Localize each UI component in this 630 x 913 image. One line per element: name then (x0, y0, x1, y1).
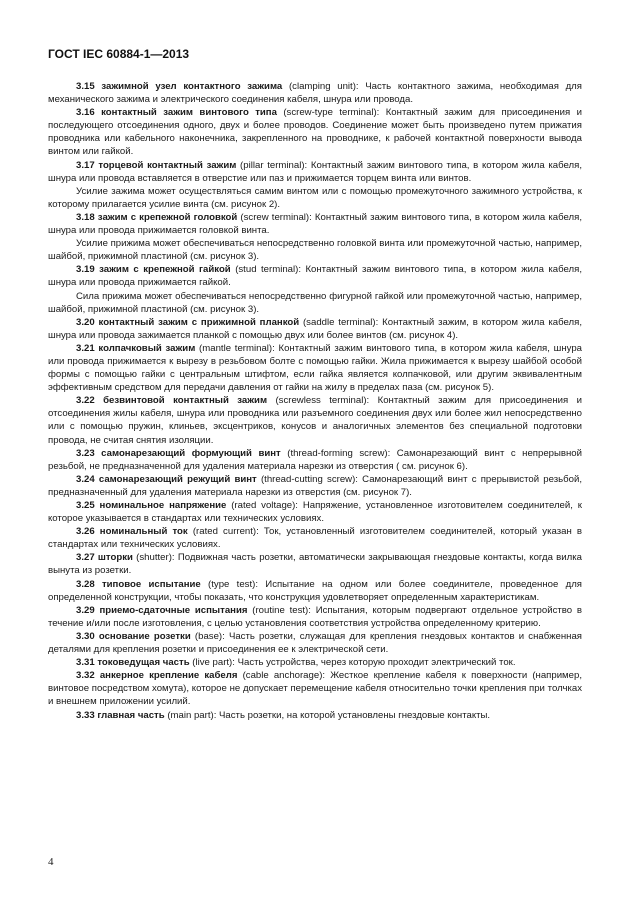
note-paragraph (48, 290, 582, 316)
term-label: 3.31 токоведущая часть (76, 657, 190, 669)
definition-text: (pillar terminal): Контактный зажим винтового типа, в котором жила кабеля, шнура или провода вставляется в отверстие или паз и прижимается торцем винта или винтов. (48, 159, 582, 184)
definition-paragraph (48, 263, 582, 289)
definition-text: (shutter): Подвижная часть розетки, автоматически закрывающая гнездовые контакты, когда вилка вынута из розетки. (48, 552, 582, 577)
term-label: 3.29 приемо-сдаточные испытания (76, 604, 248, 616)
definition-paragraph (48, 604, 582, 630)
definition-paragraph (48, 551, 582, 577)
definition-paragraph (48, 630, 582, 656)
definition-paragraph (48, 159, 582, 185)
definition-paragraph (48, 447, 582, 473)
definition-paragraph (48, 578, 582, 604)
definition-text: (live part): Часть устройства, через которую проходит электрический ток. (189, 657, 516, 669)
definition-text: (stud terminal): Контактный зажим винтового типа, в котором жила кабеля, шнура или провода прижимается гайкой. (48, 264, 583, 289)
term-label: 3.20 контактный зажим с прижимной планкой (76, 316, 300, 328)
definition-paragraph (48, 316, 582, 342)
term-label: 3.21 колпачковый зажим (76, 342, 196, 354)
term-label: 3.15 зажимной узел контактного зажима (76, 81, 283, 92)
definition-paragraph (48, 394, 582, 446)
page-number: 4 (48, 856, 54, 868)
definition-paragraph (48, 211, 582, 237)
definition-paragraph (48, 106, 582, 158)
standard-header: ГОСТ IEC 60884-1—2013 (48, 47, 190, 61)
term-label: 3.26 номинальный ток (76, 526, 188, 538)
definition-text: Усилие зажима может осуществляться самим винтом или с помощью промежуточного зажимного устройства, к которому прилагается усилие винта (см. рисунок 2). (48, 185, 582, 210)
term-label: 3.18 зажим с крепежной головкой (76, 211, 238, 223)
definition-text: Сила прижима может обеспечиваться непосредственно фигурной гайкой или промежуточной частью, например, шайбой, прижимной пластиной (см. рисунок 3). (48, 290, 582, 315)
definition-text: (saddle terminal): Контактный зажим, в котором жила кабеля, шнура или провода зажимается планкой с помощью двух или более винтов (см. рисунок 4). (48, 316, 582, 341)
term-label: 3.30 основание розетки (76, 630, 191, 642)
definition-paragraph (48, 669, 582, 708)
definition-text: (thread-cutting screw): Самонарезающий винт с прерывистой резьбой, предназначенный для удаления материала нарезки из отверстия (см. рисунок 7). (48, 473, 582, 498)
note-paragraph (48, 237, 582, 263)
term-label: 3.24 самонарезающий режущий винт (76, 473, 257, 485)
definition-text: (cable anchorage): Жесткое крепление кабеля к поверхности (например, винтовое посредством хомута), которое не допускает перемещение кабеля относительно точки крепления при толчках и внешнем приложении усилий. (48, 670, 582, 708)
definition-paragraph (48, 342, 582, 394)
definition-paragraph (48, 709, 582, 722)
definition-paragraph (48, 473, 582, 499)
definition-text: (type test): Испытание на одном или более соединителе, проведенное для определенной конструкции, чтобы показать, что конструкция удовлетворяет определенным характеристикам. (48, 578, 582, 603)
term-label: 3.22 безвинтовой контактный зажим (76, 395, 268, 407)
definition-text: (screw-type terminal): Контактный зажим для присоединения и последующего отсоединения одного, двух и более проводов. Соединение может быть произведено путем прижатия проводника или кабельного наконечника, закрепленного на проводнике, к рабочей контактной поверхности вывода винтом или гайкой. (48, 107, 582, 158)
term-label: 3.32 анкерное крепление кабеля (76, 670, 238, 682)
definition-text: (thread-forming screw): Самонарезающий винт с непрерывной резьбой, не предназначенной для удаления материала нарезки из отверстия ( см. рисунок 6). (48, 447, 582, 472)
definition-paragraph (48, 525, 582, 551)
definition-text: (screwless terminal): Контактный зажим для присоединения и отсоединения жилы кабеля, шнура или проводника или разъемного соединения двух или более жил непосредственно или с помощью пружин, клиньев, эксцентриков, конусов и аналогичных элементов без специальной подготовки провода, не считая снятия изоляции. (48, 395, 582, 446)
definition-paragraph (48, 656, 582, 669)
term-label: 3.16 контактный зажим винтового типа (76, 107, 277, 119)
definition-text: (rated voltage): Напряжение, установленное изготовителем соединителей, к которое указывается в стандартах или технических условиях. (48, 500, 582, 525)
document-body (48, 80, 582, 722)
definition-paragraph (48, 499, 582, 525)
definition-paragraph (48, 80, 582, 106)
definition-text: (screw terminal): Контактный зажим винтового типа, в котором жила кабеля, шнура или провода прижимается головкой винта. (48, 211, 582, 237)
definition-text: (rated current): Ток, установленный изготовителем соединителей, который указан в стандартах или технических условиях. (48, 526, 582, 551)
definition-text: (main part): Часть розетки, на которой установлены гнездовые контакты. (164, 709, 491, 721)
term-label: 3.33 главная часть (76, 709, 165, 721)
term-label: 3.19 зажим с крепежной гайкой (76, 264, 231, 276)
definition-text: (base): Часть розетки, служащая для крепления гнездовых контактов и снабженная деталями для крепления розетки и присоединения ее к электрической сети. (48, 630, 582, 656)
term-label: 3.23 самонарезающий формующий винт (76, 447, 281, 459)
term-label: 3.27 шторки (76, 552, 133, 564)
term-label: 3.17 торцевой контактный зажим (76, 159, 237, 171)
term-label: 3.28 типовое испытание (76, 578, 201, 590)
definition-text: (mantle terminal): Контактный зажим винтового типа, в котором жила кабеля, шнура или провода прижимается к вырезу в резьбовом болте с помощью гайки. Жила прижимается к вырезу шайбой особой формы с помощью гайки с центральным штифтом, если гайка является колпачковой, или другим эквивалентным эффективным средством для передачи давления от гайки на жилу в пределах паза (см. рисунок 5). (48, 342, 582, 394)
definition-text: (clamping unit): Часть контактного зажима, необходимая для механического зажима и электрического соединения кабеля, шнура или провода. (48, 81, 582, 106)
note-paragraph (48, 185, 582, 211)
term-label: 3.25 номинальное напряжение (76, 500, 227, 511)
definition-text: Усилие прижима может обеспечиваться непосредственно головкой винта или промежуточной частью, например, шайбой, прижимной пластиной (см. рисунок 3). (48, 238, 582, 263)
definition-text: (routine test): Испытания, которым подвергают отдельное устройство в течение и/или после изготовления, с целью установления соответствия устройства определенному критерию. (48, 604, 582, 629)
